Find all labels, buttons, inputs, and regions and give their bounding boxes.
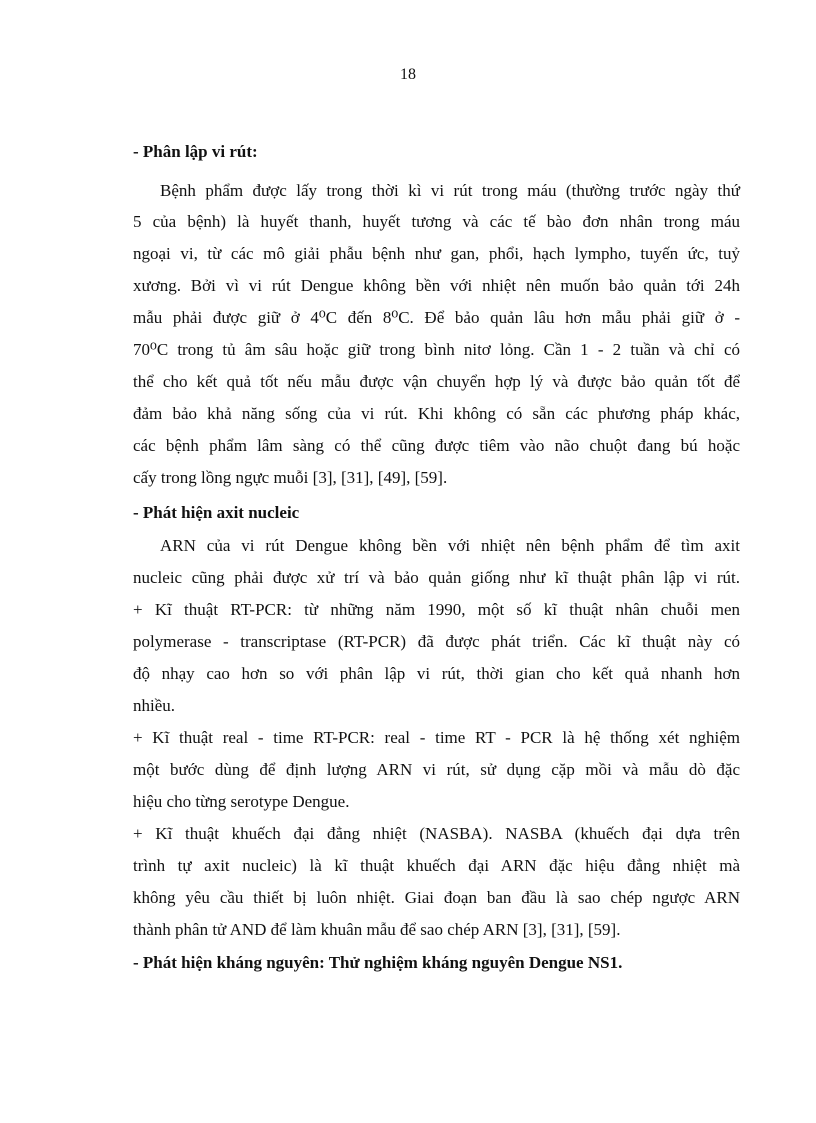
paragraph-line: nhiều. [133, 696, 176, 715]
paragraph-line: trình tự axit nucleic) là kĩ thuật khuếch đại ARN đặc hiệu đẳng nhiệt mà [133, 856, 740, 875]
heading-nucleic-acid-detection: - Phát hiện axit nucleic [133, 503, 300, 522]
paragraph-line: độ nhạy cao hơn so với phân lập vi rút, thời gian cho kết quả nhanh hơn [133, 664, 740, 683]
paragraph-line: hiệu cho từng serotype Dengue. [133, 792, 350, 811]
paragraph-line: không yêu cầu thiết bị luôn nhiệt. Giai đoạn ban đầu là sao chép ngược ARN [133, 888, 740, 907]
paragraph-line: mẫu phải được giữ ở 4⁰C đến 8⁰C. Để bảo quản lâu hơn mẫu phải giữ ở - [133, 308, 740, 327]
paragraph-line: polymerase - transcriptase (RT-PCR) đã được phát triển. Các kĩ thuật này có [133, 632, 740, 651]
paragraph-line: một bước dùng để định lượng ARN vi rút, sử dụng cặp mồi và mẫu dò đặc [133, 760, 740, 779]
paragraph-line: thể cho kết quả tốt nếu mẫu được vận chuyển hợp lý và được bảo quản tốt để [133, 372, 740, 391]
page-number: 18 [400, 66, 416, 83]
paragraph-line: nucleic cũng phải được xử trí và bảo quản giống như kĩ thuật phân lập vi rút. [133, 568, 740, 587]
heading-antigen-detection: - Phát hiện kháng nguyên: Thử nghiệm kháng nguyên Dengue NS1. [133, 953, 623, 972]
paragraph-line: 5 của bệnh) là huyết thanh, huyết tương và các tế bào đơn nhân trong máu [133, 212, 740, 231]
paragraph-line: + Kĩ thuật khuếch đại đẳng nhiệt (NASBA). NASBA (khuếch đại dựa trên [133, 824, 740, 843]
paragraph-line: các bệnh phẩm lâm sàng có thể cũng được tiêm vào não chuột đang bú hoặc [133, 436, 740, 455]
paragraph-line: đảm bảo khả năng sống của vi rút. Khi không có sẵn các phương pháp khác, [133, 404, 740, 423]
heading-virus-isolation: - Phân lập vi rút: [133, 142, 258, 161]
paragraph-line: ARN của vi rút Dengue không bền với nhiệt nên bệnh phẩm để tìm axit [160, 536, 740, 555]
paragraph-line: 70⁰C trong tủ âm sâu hoặc giữ trong bình nitơ lỏng. Cần 1 - 2 tuần và chỉ có [133, 340, 740, 359]
paragraph-line: ngoại vi, từ các mô giải phẫu bệnh như gan, phổi, hạch lympho, tuyến ức, tuỷ [133, 244, 740, 263]
paragraph-line: cấy trong lồng ngực muỗi [3], [31], [49], [59]. [133, 468, 448, 487]
paragraph-line: thành phân tử AND để làm khuân mẫu để sao chép ARN [3], [31], [59]. [133, 920, 621, 939]
paragraph-line: + Kĩ thuật RT-PCR: từ những năm 1990, một số kĩ thuật nhân chuỗi men [133, 600, 740, 619]
paragraph-line: Bệnh phẩm được lấy trong thời kì vi rút trong máu (thường trước ngày thứ [160, 181, 740, 200]
paragraph-line: + Kĩ thuật real - time RT-PCR: real - time RT - PCR là hệ thống xét nghiệm [133, 728, 740, 747]
paragraph-line: xương. Bởi vì vi rút Dengue không bền với nhiệt nên muốn bảo quản tới 24h [133, 276, 740, 295]
